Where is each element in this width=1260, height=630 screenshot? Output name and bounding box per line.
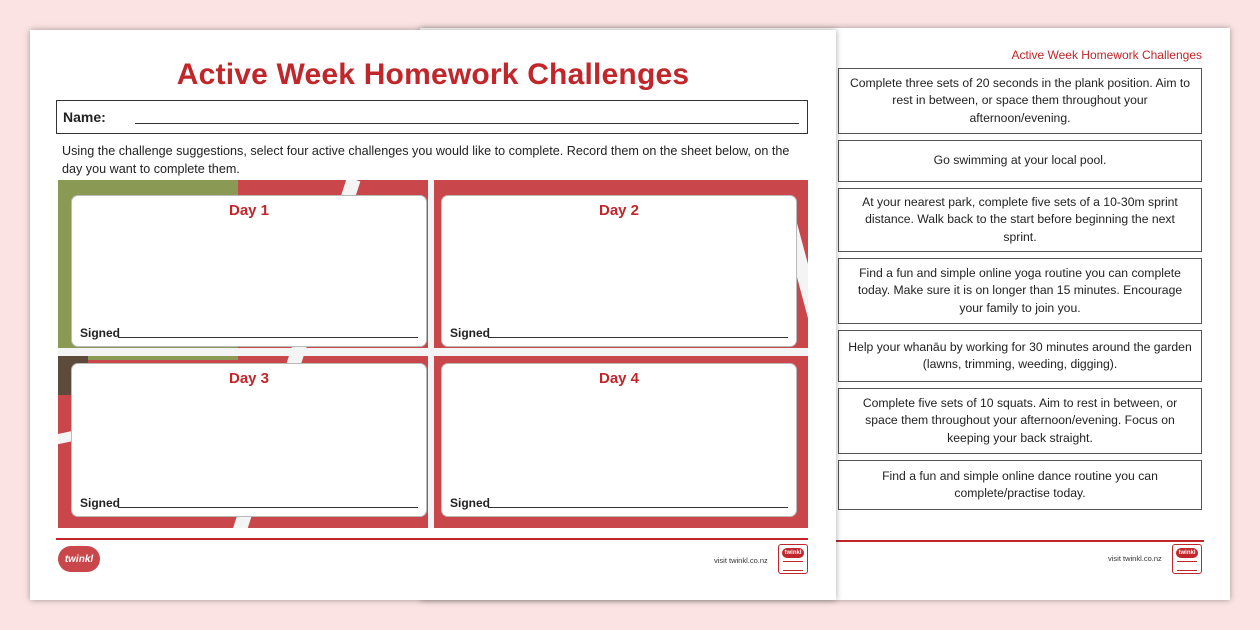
quality-badge-icon: [778, 544, 808, 574]
challenge-item: Help your whanāu by working for 30 minutes around the garden (lawns, trimming, weeding, digging).: [838, 330, 1202, 382]
twinkl-logo-icon: [58, 546, 100, 572]
footer-divider: [836, 540, 1204, 542]
challenge-item: Find a fun and simple online dance routine you can complete/practise today.: [838, 460, 1202, 510]
name-label: Name:: [63, 109, 106, 125]
signed-label: Signed: [80, 326, 121, 340]
visit-link[interactable]: visit twinkl.co.nz: [1108, 554, 1162, 563]
challenge-item: Go swimming at your local pool.: [838, 140, 1202, 182]
day-4-title: Day 4: [598, 370, 640, 387]
instructions-text: Using the challenge suggestions, select four active challenges you would like to complete. Record them on the sheet below, on the day you want to complete them.: [62, 144, 790, 176]
signed-label: Signed: [450, 326, 491, 340]
day-3-card[interactable]: [72, 364, 426, 516]
badge-label: twinkl: [782, 548, 804, 558]
day-1-card[interactable]: [72, 196, 426, 346]
signed-label: Signed: [80, 496, 121, 510]
day-2-title: Day 2: [598, 202, 640, 219]
day-4-card[interactable]: [442, 364, 796, 516]
signed-line[interactable]: [118, 507, 418, 508]
name-line[interactable]: [135, 123, 799, 124]
challenge-item: Complete five sets of 10 squats. Aim to rest in between, or space them throughout your afternoon/evening. Focus on keeping your back straight.: [838, 388, 1202, 454]
day-1-title: Day 1: [228, 202, 270, 219]
challenge-item: Find a fun and simple online yoga routine you can complete today. Make sure it is on longer than 15 minutes. Encourage your family to join you.: [838, 258, 1202, 324]
day-3-title: Day 3: [228, 370, 270, 387]
signed-line[interactable]: [488, 507, 788, 508]
day-2-card[interactable]: [442, 196, 796, 346]
quality-badge-icon: [1172, 544, 1202, 574]
signed-line[interactable]: [118, 337, 418, 338]
visit-link[interactable]: visit twinkl.co.nz: [714, 556, 768, 565]
day-grid: [58, 180, 808, 528]
name-field[interactable]: [56, 100, 808, 134]
footer-divider: [56, 538, 808, 540]
logo-text: twinkl: [64, 553, 94, 565]
worksheet-page: [30, 30, 836, 600]
badge-label: twinkl: [1176, 548, 1198, 558]
signed-label: Signed: [450, 496, 491, 510]
page-title: Active Week Homework Challenges: [176, 58, 690, 91]
signed-line[interactable]: [488, 337, 788, 338]
challenges-header: Active Week Homework Challenges: [1011, 48, 1202, 62]
challenge-item: At your nearest park, complete five sets of a 10-30m sprint distance. Walk back to the start before beginning the next sprint.: [838, 188, 1202, 252]
challenge-item: Complete three sets of 20 seconds in the plank position. Aim to rest in between, or space them throughout your afternoon/evening.: [838, 68, 1202, 134]
